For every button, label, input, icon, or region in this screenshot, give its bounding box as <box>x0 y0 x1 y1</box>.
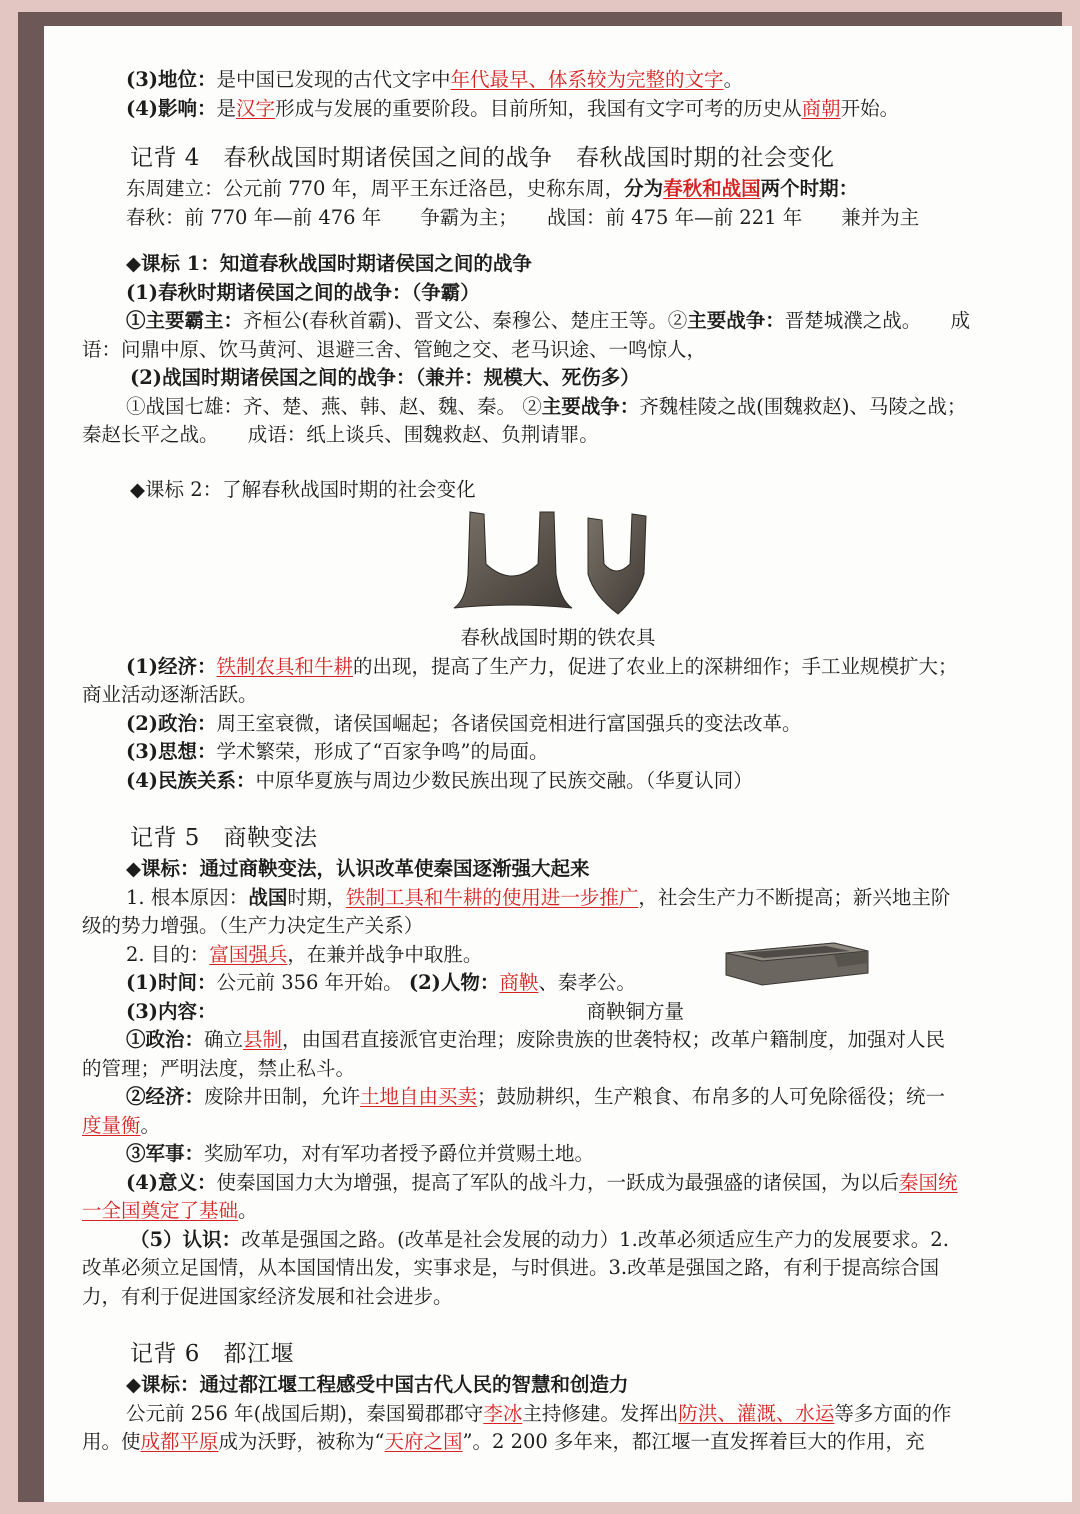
text: 改革是强国之路。(改革是社会发展的动力）1.改革必须适应生产力的发展要求。2. <box>241 1227 949 1251</box>
label: (4)意义： <box>126 1170 217 1194</box>
line-idioms-1: 语：问鼎中原、饮马黄河、退避三舍、管鲍之交、老马识途、一鸣惊人， <box>82 337 707 361</box>
text: 公元前 256 年(战国后期)，秦国蜀郡郡守 <box>126 1401 484 1425</box>
key-point: 商朝 <box>801 96 841 120</box>
key-point: 李冰 <box>483 1401 523 1425</box>
line-measures <box>82 1112 1034 1141</box>
line-politics <box>82 710 1034 739</box>
key-point: 度量衡 <box>82 1113 141 1137</box>
line-purpose <box>82 941 1034 970</box>
line-influence <box>82 95 1034 124</box>
line-thought <box>82 738 1034 767</box>
text: ，社会生产力不断提高；新兴地主阶 <box>638 885 951 909</box>
line-understanding-2: 改革必须立足国情，从本国国情出发，实事求是，与时俱进。3.改革是强国之路，有利于提高综合国 <box>82 1256 940 1279</box>
standard-1-title: ◆课标 1：知道春秋战国时期诸侯国之间的战争 <box>126 252 532 275</box>
line-commerce: 商业活动逐渐活跃。 <box>82 683 258 706</box>
label: (2)人物： <box>408 971 500 994</box>
line-ethnic <box>82 767 1034 796</box>
section-5-standard: ◆课标：通过商鞅变法，认识改革使秦国逐渐强大起来 <box>126 857 590 880</box>
label: ①主要霸主： <box>126 309 244 332</box>
text: ；鼓励耕织，生产粮食、布帛多的人可免除徭役；统一 <box>477 1085 946 1108</box>
line-seven-states <box>82 393 1034 422</box>
line-hegemons <box>82 307 1034 336</box>
text: 齐魏桂陵之战(围魏救赵)、马陵之战； <box>639 394 967 418</box>
line-economy <box>82 653 1034 682</box>
label: 1. 根本原因： <box>126 885 249 909</box>
key-point: 县制 <box>243 1028 283 1051</box>
line-periods: 春秋：前 770 年—前 476 年 争霸为主； 战国：前 475 年—前 221 年 兼并为主 <box>126 205 920 229</box>
text: 。 <box>238 1199 258 1222</box>
line-eastern-zhou <box>82 175 1034 204</box>
key-point: 土地自由买卖 <box>360 1085 478 1108</box>
warring-states-wars: (2)战国时期诸侯国之间的战争：（兼并：规模大、死伤多） <box>130 366 640 389</box>
iron-tools-figure <box>82 504 1034 624</box>
line-time-person <box>82 969 1034 998</box>
key-point: 春秋和战国 <box>663 177 761 200</box>
label: ②经济： <box>126 1085 205 1108</box>
line-dujiangyan-2 <box>82 1428 1034 1457</box>
iron-tools-caption: 春秋战国时期的铁农具 <box>460 626 656 649</box>
section-5-title: 记背 5 商鞅变法 <box>130 825 318 851</box>
label: 2. 目的： <box>126 942 210 966</box>
text: 晋楚城濮之战。 成 <box>784 309 971 332</box>
iron-tools-illustration <box>82 504 1034 624</box>
text: 齐桓公(春秋首霸)、晋文公、秦穆公、楚庄王等。② <box>243 309 688 332</box>
line-status <box>82 66 1034 95</box>
label: (4)影响： <box>126 96 217 120</box>
text: 用。使 <box>82 1430 141 1453</box>
text: 开始。 <box>840 96 900 120</box>
line-idioms-2: 秦赵长平之战。 成语：纸上谈兵、围魏救赵、负荆请罪。 <box>82 423 599 446</box>
label: 主要战争： <box>541 394 640 418</box>
label: (1)时间： <box>126 971 217 994</box>
key-point: 天府之国 <box>384 1430 463 1453</box>
text: 公元前 356 年开始。 <box>216 971 409 994</box>
text: 主持修建。发挥出 <box>522 1401 679 1425</box>
text: 时期， <box>287 885 346 909</box>
line-landlords: 级的势力增强。（生产力决定生产关系） <box>82 914 424 937</box>
section-6-title: 记背 6 都江堰 <box>130 1341 294 1367</box>
key-point: 富国强兵 <box>209 942 288 966</box>
key-point: 铁制农具和牛耕 <box>216 654 354 678</box>
label: （5）认识： <box>130 1227 242 1251</box>
text: 东周建立：公元前 770 年，周平王东迁洛邑，史称东周， <box>126 177 625 200</box>
label: ③军事： <box>126 1142 205 1165</box>
line-dujiangyan-1 <box>82 1400 1034 1429</box>
section-6-standard: ◆课标：通过都江堰工程感受中国古代人民的智慧和创造力 <box>126 1373 629 1396</box>
text: 形成与发展的重要阶段。目前所知，我国有文字可考的历史从 <box>275 96 802 120</box>
text: ①战国七雄：齐、楚、燕、韩、赵、魏、秦。 ② <box>126 394 542 418</box>
line-root-cause <box>82 884 1034 913</box>
bronze-measure-caption: 商鞅铜方量 <box>586 999 685 1023</box>
text: 奖励军功，对有军功者授予爵位并赏赐土地。 <box>204 1142 595 1165</box>
key-point: 年代最早、体系较为完整的文字 <box>450 68 724 91</box>
text: 。 <box>140 1113 161 1137</box>
text: 战国 <box>248 885 288 909</box>
text: 分为 <box>624 177 664 200</box>
line-economic-reform <box>82 1083 1034 1112</box>
text: 使秦国国力大为增强，提高了军队的战斗力，一跃成为最强盛的诸侯国，为以后 <box>216 1170 900 1194</box>
section-4-title: 记背 4 春秋战国时期诸侯国之间的战争 春秋战国时期的社会变化 <box>130 145 835 171</box>
document-page <box>44 26 1072 1502</box>
key-point: 一全国奠定了基础 <box>82 1199 239 1222</box>
line-understanding-3: 力，有利于促进国家经济发展和社会进步。 <box>82 1284 453 1308</box>
text: 是 <box>216 96 237 120</box>
text: 的出现，提高了生产力，促进了农业上的深耕细作；手工业规模扩大； <box>353 654 958 678</box>
label: 主要战争： <box>687 309 785 332</box>
line-management: 的管理；严明法度，禁止私斗。 <box>82 1056 356 1080</box>
text: 学术繁荣，形成了“百家争鸣”的局面。 <box>216 740 549 763</box>
key-point: 防洪、灌溉、水运 <box>678 1401 835 1425</box>
iron-hoe-large <box>454 512 572 608</box>
text: 两个时期： <box>760 177 859 200</box>
label: (3)地位： <box>126 68 217 91</box>
line-significance <box>82 1169 1034 1198</box>
bronze-measure-image <box>722 933 874 987</box>
document-content <box>82 66 1034 1457</box>
text: ，在兼并战争中取胜。 <box>287 942 483 966</box>
line-political-reform <box>82 1026 1034 1055</box>
label: (1)经济： <box>126 654 217 678</box>
line-content <box>82 998 1034 1027</box>
line-unification <box>82 1197 1034 1226</box>
text: 周王室衰微，诸侯国崛起；各诸侯国竞相进行富国强兵的变法改革。 <box>216 711 802 735</box>
label: (3)内容： <box>126 999 217 1023</box>
key-point: 成都平原 <box>140 1430 219 1453</box>
outer-frame <box>18 12 1062 1502</box>
text: 确立 <box>204 1028 244 1051</box>
text: 废除井田制，允许 <box>204 1085 361 1108</box>
text: 中原华夏族与周边少数民族出现了民族交融。（华夏认同） <box>255 768 753 792</box>
text: 、秦孝公。 <box>538 971 636 994</box>
text: 等多方面的作 <box>834 1401 952 1425</box>
standard-2-title: ◆课标 2：了解春秋战国时期的社会变化 <box>130 477 476 501</box>
key-point: 汉字 <box>236 96 276 120</box>
label: (4)民族关系： <box>126 768 256 792</box>
key-point: 铁制工具和牛耕的使用进一步推广 <box>345 885 639 909</box>
spring-autumn-wars: (1)春秋时期诸侯国之间的战争：（争霸） <box>126 280 480 304</box>
text: 成为沃野，被称为“ <box>218 1430 385 1453</box>
line-military-reform <box>82 1140 1034 1169</box>
line-understanding <box>82 1226 1034 1255</box>
text: ”。2 200 多年来，都江堰一直发挥着巨大的作用，充 <box>462 1430 925 1453</box>
text: 是中国已发现的古代文字中 <box>216 68 451 91</box>
text: 。 <box>723 68 744 91</box>
label: ①政治： <box>126 1028 205 1051</box>
text: ，由国君直接派官吏治理；废除贵族的世袭特权；改革户籍制度，加强对人民 <box>282 1028 946 1051</box>
iron-hoe-small <box>588 514 646 614</box>
label: (2)政治： <box>126 711 217 735</box>
label: (3)思想： <box>126 740 217 763</box>
key-point: 秦国统 <box>899 1170 958 1194</box>
key-point: 商鞅 <box>499 971 539 994</box>
